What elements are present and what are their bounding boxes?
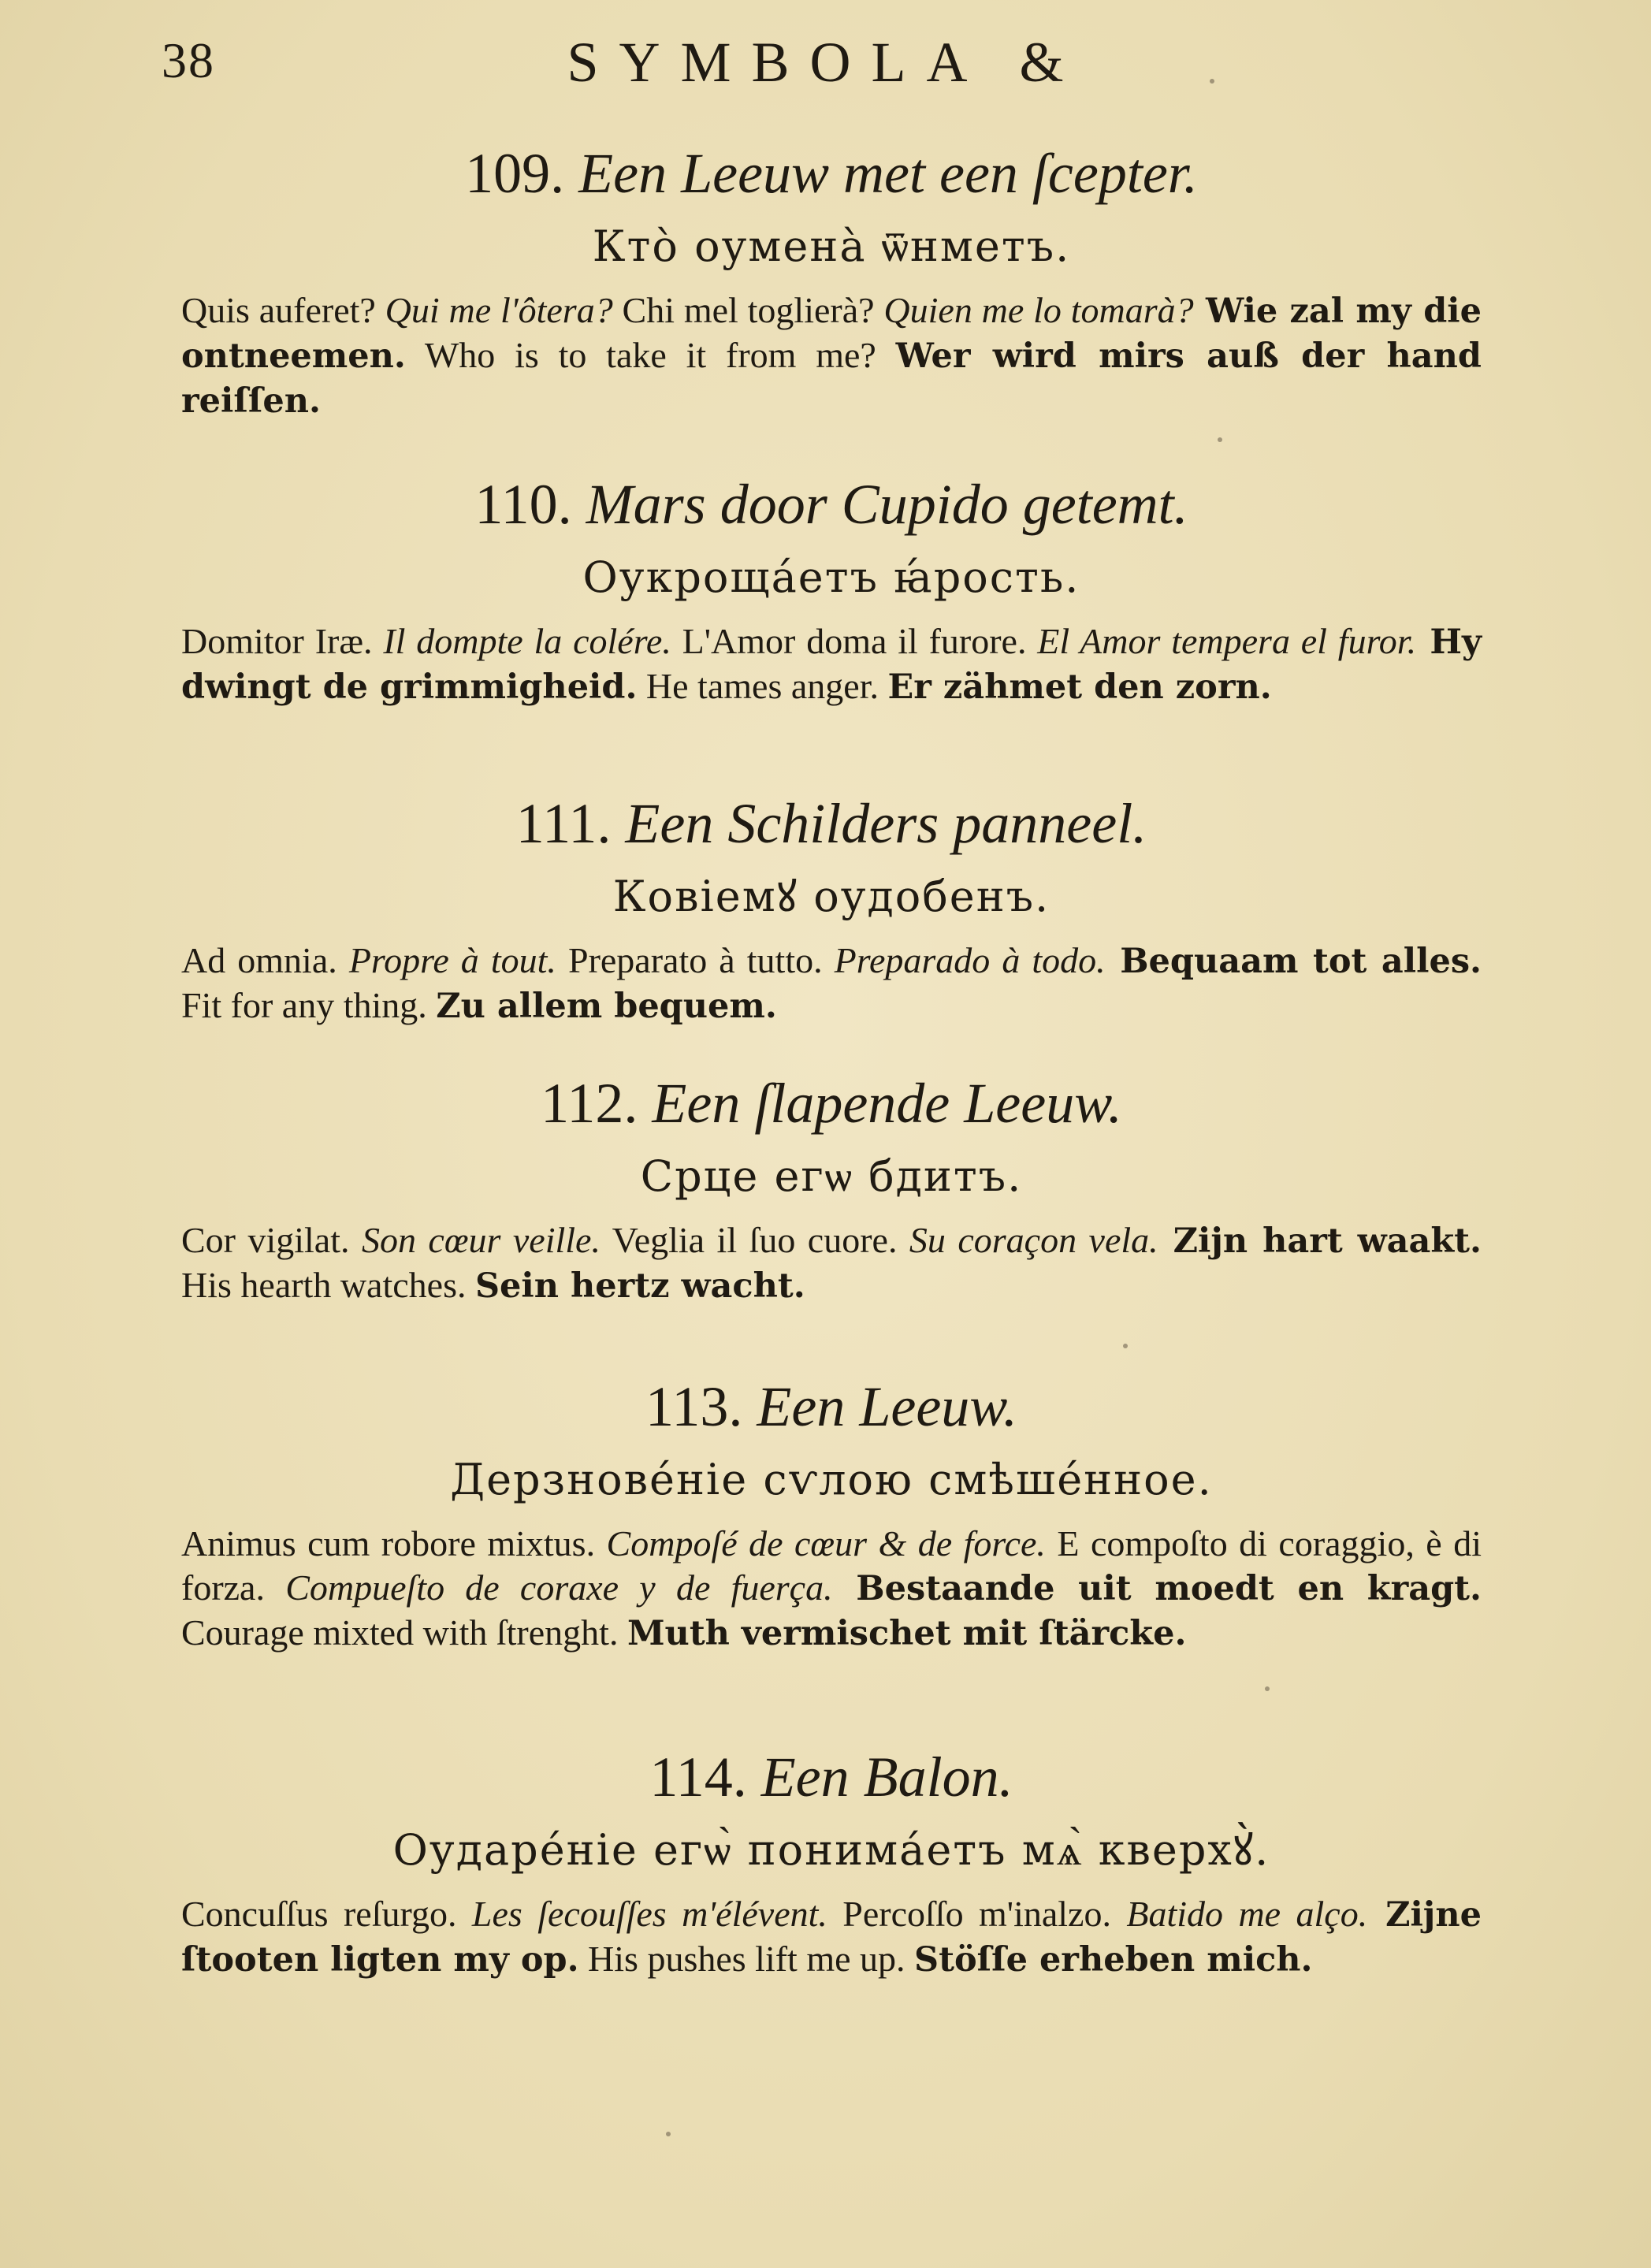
italic-translation: El Amor tempera el furor. <box>1037 621 1417 661</box>
roman-translation: His hearth watches. <box>181 1265 475 1305</box>
entry-heading <box>181 1375 1482 1438</box>
entry-title: Mars door Cupido getemt. <box>586 473 1188 536</box>
blackletter-translation: Zijn hart waakt. <box>1158 1221 1482 1261</box>
blackletter-translation: Sein hertz wacht. <box>475 1266 805 1306</box>
roman-translation: His pushes lift me up. <box>578 1939 915 1979</box>
roman-translation: Ad omnia. <box>181 940 349 980</box>
roman-translation: Cor vigilat. <box>181 1220 362 1260</box>
entry-title: Een Schilders panneel. <box>625 792 1147 855</box>
emblem-entry <box>181 473 1482 709</box>
entry-title: Een ſlapende Leeuw. <box>652 1072 1122 1135</box>
blackletter-translation: Bestaande uit moedt en kragt. <box>832 1569 1482 1608</box>
translations-paragraph <box>181 288 1482 423</box>
roman-translation: Domitor Iræ. <box>181 621 384 661</box>
blackletter-translation: Wer wird mirs auß der hand reiſſen. <box>181 336 1482 421</box>
running-title: SYMBOLA & <box>567 31 1084 94</box>
entry-title: Een Leeuw. <box>757 1375 1017 1438</box>
emblem-entry <box>181 792 1482 1028</box>
paper-speck <box>1123 1344 1128 1348</box>
entry-number: 112. <box>541 1072 638 1135</box>
paper-speck <box>1210 79 1214 84</box>
blackletter-translation: Zu allem bequem. <box>436 987 777 1026</box>
entry-number: 109. <box>465 142 565 205</box>
entry-number: 110. <box>474 473 572 536</box>
page-number: 38 <box>162 32 215 88</box>
translations-paragraph <box>181 939 1482 1028</box>
roman-translation: Veglia il ſuo cuore. <box>600 1220 909 1260</box>
translations-paragraph <box>181 1892 1482 1982</box>
blackletter-translation: Wie zal my die ontneemen. <box>181 292 1482 376</box>
blackletter-translation: Stöſſe erheben mich. <box>914 1940 1313 1980</box>
emblem-entry <box>181 1746 1482 1982</box>
entry-title: Een Leeuw met een ſcepter. <box>578 142 1198 205</box>
roman-translation: Concuſſus reſurgo. <box>181 1894 472 1934</box>
entry-heading <box>181 473 1482 536</box>
entry-heading <box>181 792 1482 855</box>
entry-number: 111. <box>515 792 612 855</box>
paper-speck <box>666 2132 671 2136</box>
blackletter-translation: Zijne ſtooten ligten my op. <box>181 1895 1482 1980</box>
roman-translation: Percoſſo m'inalzo. <box>827 1894 1127 1934</box>
roman-translation: Quis auferet? <box>181 290 385 330</box>
italic-translation: Son cœur veille. <box>361 1220 601 1260</box>
slavonic-motto: Срце егѡ бдитъ. <box>640 1151 1023 1201</box>
roman-translation: E compoſto di coraggio, è di forza. <box>181 1523 1482 1608</box>
blackletter-translation: Hy dwingt de grimmigheid. <box>181 623 1482 707</box>
italic-translation: Les ſecouſſes m'élévent. <box>471 1894 827 1934</box>
italic-translation: Propre à tout. <box>348 940 556 980</box>
blackletter-translation: Er zähmet den zorn. <box>887 667 1272 707</box>
italic-translation: Quien me lo tomarà? <box>883 290 1194 330</box>
italic-translation: Compueſto de coraxe y de fuerça. <box>285 1567 833 1608</box>
roman-translation: Animus cum robore mixtus. <box>181 1523 607 1563</box>
roman-translation: Courage mixted with ſtrenght. <box>181 1612 627 1653</box>
italic-translation: Compoſé de cœur & de force. <box>606 1523 1046 1563</box>
entry-heading <box>181 142 1482 205</box>
slavonic-motto: Оударéніе егѡ̀ понимáетъ мѧ̀ кверхꙋ̀. <box>392 1825 1270 1875</box>
italic-translation: Batido me alço. <box>1126 1894 1368 1934</box>
italic-translation: Preparado à todo. <box>834 940 1106 980</box>
roman-translation: L'Amor doma il furore. <box>671 621 1038 661</box>
slavonic-motto: Оукрощáетъ ꙗ́рость. <box>582 552 1080 602</box>
entry-heading <box>181 1746 1482 1809</box>
translations-paragraph <box>181 619 1482 709</box>
entry-heading <box>181 1072 1482 1135</box>
slavonic-motto: Ковіемꙋ оудобенъ. <box>612 872 1050 921</box>
slavonic-motto: Дерзновéніе сѵлою смѣшéнное. <box>450 1455 1213 1504</box>
italic-translation: Qui me l'ôtera? <box>385 290 613 330</box>
emblem-entry <box>181 1375 1482 1656</box>
entry-title: Een Balon. <box>760 1746 1013 1809</box>
roman-translation: Fit for any thing. <box>181 985 437 1025</box>
roman-translation: Preparato à tutto. <box>556 940 835 980</box>
paper-speck <box>1265 1686 1270 1691</box>
translations-paragraph <box>181 1218 1482 1308</box>
roman-translation: He tames anger. <box>637 666 888 706</box>
italic-translation: Su coraçon vela. <box>909 1220 1158 1260</box>
entry-number: 113. <box>645 1375 743 1438</box>
roman-translation: Chi mel toglierà? <box>612 290 884 330</box>
roman-translation: Who is to take it from me? <box>405 335 896 375</box>
blackletter-translation: Muth vermischet mit ſtärcke. <box>627 1614 1187 1653</box>
entry-number: 114. <box>649 1746 747 1809</box>
blackletter-translation: Bequaam tot alles. <box>1105 942 1482 981</box>
italic-translation: Il dompte la colére. <box>383 621 671 661</box>
emblem-entry <box>181 142 1482 423</box>
emblem-entry <box>181 1072 1482 1308</box>
paper-speck <box>1218 437 1222 442</box>
slavonic-motto: Ктò оуменà ѿнметъ. <box>592 221 1071 271</box>
translations-paragraph <box>181 1522 1482 1656</box>
